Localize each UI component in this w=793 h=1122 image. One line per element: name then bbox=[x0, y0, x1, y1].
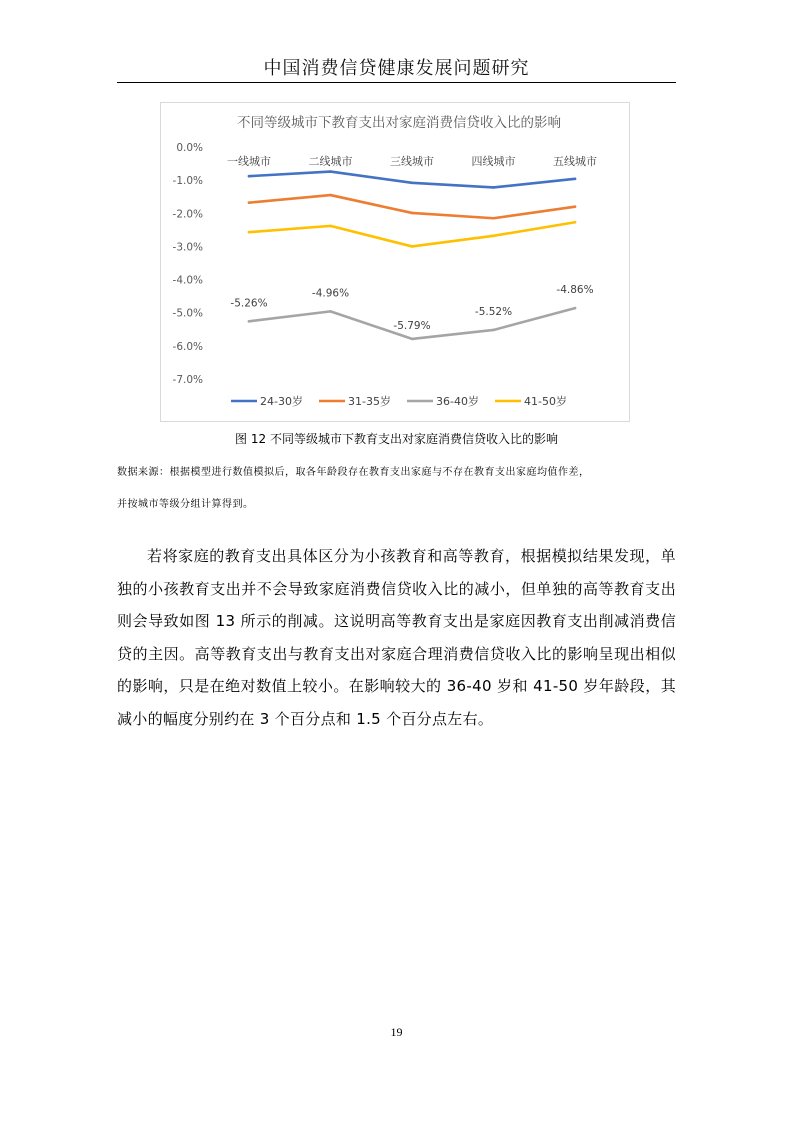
series-line-41-50岁 bbox=[249, 222, 575, 246]
chart-canvas bbox=[161, 103, 631, 423]
data-label: -4.86% bbox=[556, 284, 594, 297]
x-category-label: 二线城市 bbox=[308, 155, 353, 168]
series-point-41-50岁 bbox=[574, 221, 577, 224]
data-labels bbox=[230, 284, 593, 332]
y-tick-label: -7.0% bbox=[172, 374, 203, 386]
y-tick-label: -2.0% bbox=[172, 208, 203, 221]
legend-label: 31-35岁 bbox=[348, 395, 391, 408]
source-line-1: 数据来源：根据模型进行数值模拟后，取各年龄段存在教育支出家庭与不存在教育支出家庭均值作差， bbox=[117, 467, 590, 478]
line-chart bbox=[160, 102, 630, 422]
data-label: -5.79% bbox=[393, 319, 431, 332]
series-point-36-40岁 bbox=[248, 320, 251, 323]
series-point-36-40岁 bbox=[574, 307, 577, 310]
series-line-24-30岁 bbox=[249, 172, 575, 188]
chart-legend bbox=[231, 394, 567, 408]
y-tick-label: -3.0% bbox=[172, 241, 203, 254]
y-tick-label: -5.0% bbox=[172, 307, 203, 320]
series-point-41-50岁 bbox=[248, 231, 251, 234]
source-line-2: 并按城市等级分组计算得到。 bbox=[117, 499, 254, 510]
y-tick-label: 0.0% bbox=[176, 142, 203, 154]
y-tick-label: -4.0% bbox=[172, 274, 203, 287]
series-point-31-35岁 bbox=[248, 201, 251, 204]
x-category-label: 一线城市 bbox=[227, 155, 271, 168]
y-tick-label: -1.0% bbox=[172, 175, 203, 188]
data-label: -4.96% bbox=[311, 287, 350, 300]
legend-label: 41-50岁 bbox=[524, 395, 567, 408]
series-point-41-50岁 bbox=[329, 225, 332, 228]
series-point-41-50岁 bbox=[411, 245, 414, 248]
series-point-24-30岁 bbox=[492, 186, 495, 189]
series-point-31-35岁 bbox=[329, 194, 332, 197]
x-category-label: 四线城市 bbox=[471, 155, 516, 168]
series-point-36-40岁 bbox=[329, 310, 332, 313]
series-point-24-30岁 bbox=[574, 178, 577, 181]
series-point-36-40岁 bbox=[492, 329, 495, 332]
series-point-24-30岁 bbox=[411, 181, 414, 184]
series-point-31-35岁 bbox=[574, 205, 577, 208]
data-label: -5.52% bbox=[474, 305, 513, 318]
series-point-31-35岁 bbox=[492, 217, 495, 220]
series-point-31-35岁 bbox=[411, 212, 414, 215]
running-header: 中国消费信贷健康发展问题研究 bbox=[263, 58, 530, 79]
series-point-24-30岁 bbox=[248, 175, 251, 178]
figure-caption: 图 12 不同等级城市下教育支出对家庭消费信贷收入比的影响 bbox=[235, 432, 558, 446]
series-line-31-35岁 bbox=[249, 195, 575, 218]
chart-title: 不同等级城市下教育支出对家庭消费信贷收入比的影响 bbox=[237, 115, 561, 131]
data-label: -5.26% bbox=[230, 297, 268, 310]
body-paragraph: 若将家庭的教育支出具体区分为小孩教育和高等教育，根据模拟结果发现，单独的小孩教育支出并不会导致家庭消费信贷收入比的减小，但单独的高等教育支出则会导致如图 13 所示的削减。这说明高等教育支出是家庭因教育支出削减消费信贷的主因。高等教育支出与教育支出对家庭合理消费信贷收入比的影响呈现出相似的影响，只是在绝对数值上较小。在影响较大的 36-40 岁和 41-50 岁年龄段，其减小的幅度分别约在 3 个百分点和 1.5 个百分点左右。 bbox=[117, 547, 676, 728]
figure-source-note bbox=[117, 457, 676, 521]
page-number: 19 bbox=[390, 1025, 403, 1039]
legend-label: 24-30岁 bbox=[260, 395, 303, 408]
series-point-36-40岁 bbox=[411, 338, 414, 341]
legend-label: 36-40岁 bbox=[436, 395, 479, 408]
x-axis-categories bbox=[227, 154, 597, 168]
series-point-24-30岁 bbox=[329, 170, 332, 173]
header-rule bbox=[117, 82, 676, 83]
series-layer bbox=[248, 170, 577, 340]
y-tick-label: -6.0% bbox=[172, 340, 203, 353]
series-point-41-50岁 bbox=[492, 235, 495, 238]
x-category-label: 五线城市 bbox=[553, 155, 597, 168]
x-category-label: 三线城市 bbox=[390, 155, 434, 168]
y-axis bbox=[173, 142, 203, 386]
